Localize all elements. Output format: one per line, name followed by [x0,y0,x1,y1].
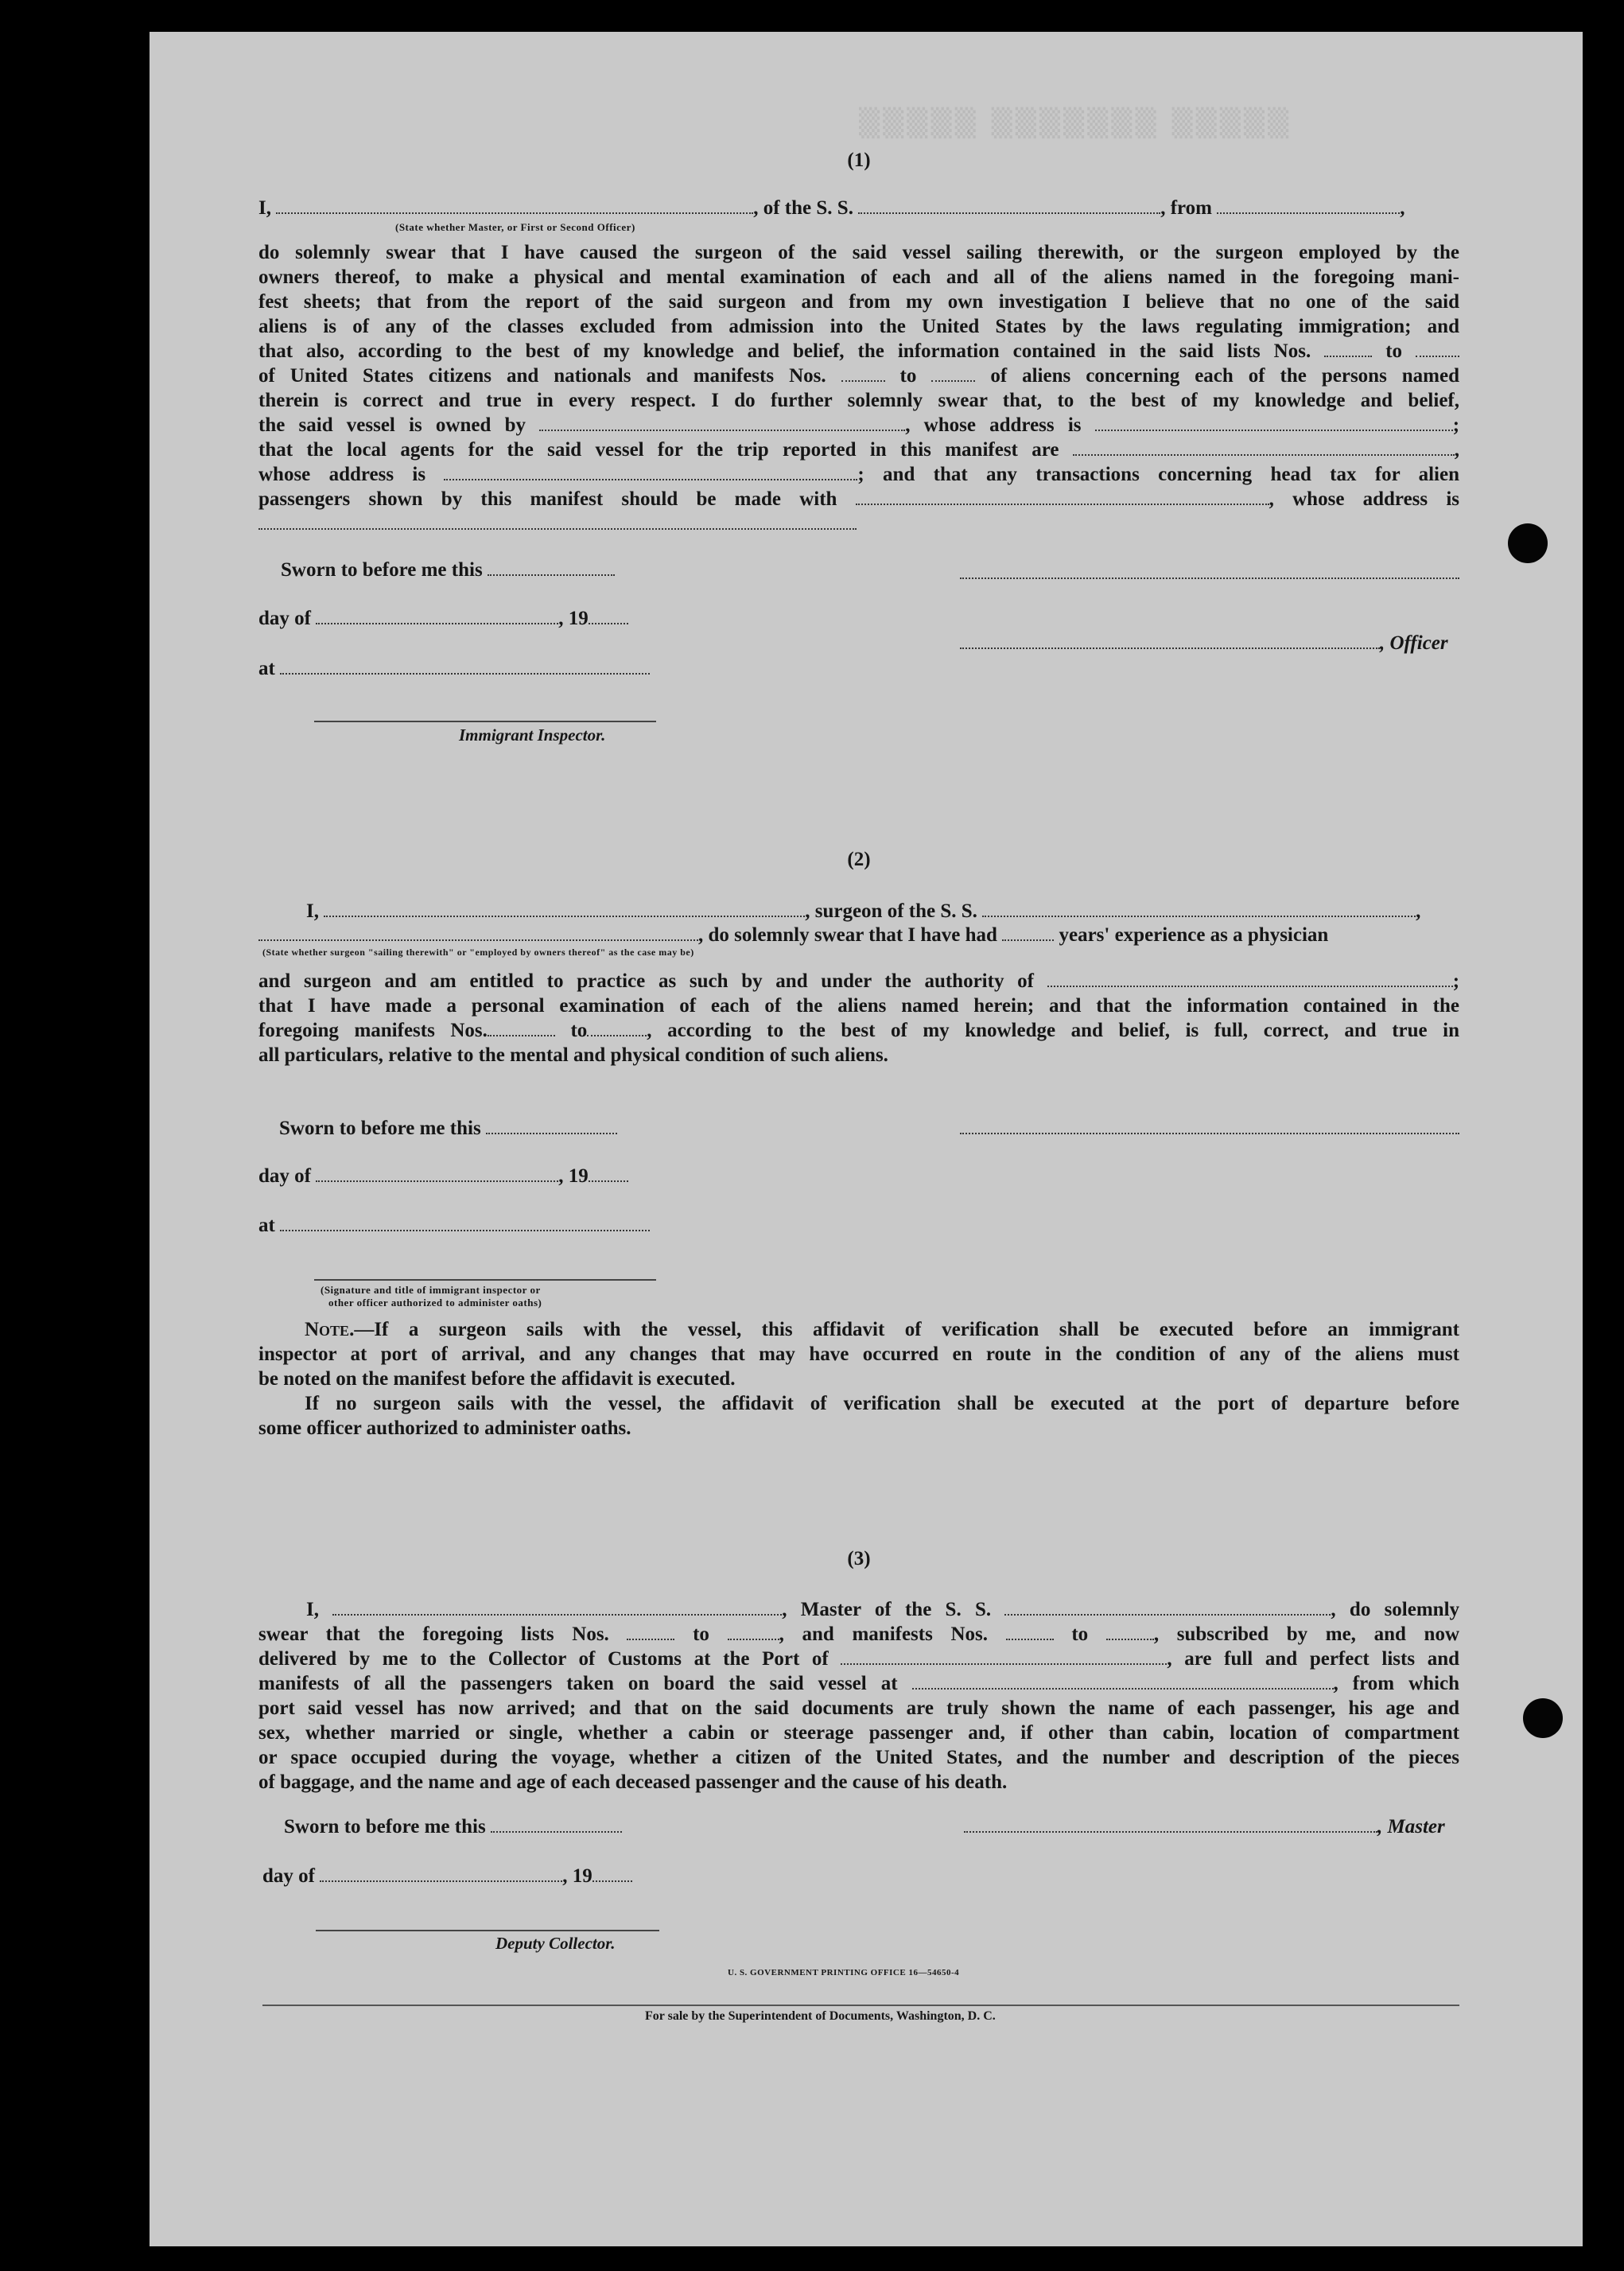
s2-year-blank[interactable] [589,1165,628,1182]
s1-line-9: the said vessel is owned by , whose address is ; [258,414,1459,436]
manifests-to-blank[interactable] [931,364,975,382]
s3-line-1: I, , Master of the S. S. , do solemnly [306,1599,1459,1620]
s1-line-3: owners thereof, to make a physical and mental examination of each and all of the aliens named in the foregoing mani- [258,266,1459,288]
s2-signature-line[interactable] [314,1279,656,1281]
s3-collector-signature-line[interactable] [316,1930,659,1931]
surgeon-name-blank[interactable] [324,900,805,917]
s1-line-7: of United States citizens and nationals and manifests Nos. to of aliens concerning each of the persons named [258,365,1459,387]
s2-note-5: some officer authorized to administer oaths. [258,1417,631,1439]
printing-office-imprint: U. S. GOVERNMENT PRINTING OFFICE 16—54650-4 [728,1968,960,1977]
s1-officer-signature-line[interactable] [960,577,1459,579]
s2-note-1: Note.—If a surgeon sails with the vessel, this affidavit of verification shall be executed before an immigrant [305,1319,1459,1340]
s1-inspector-signature-line[interactable] [314,721,656,722]
s1-inspector-caption: Immigrant Inspector. [459,725,606,745]
s2-line-4: that I have made a personal examination of each of the aliens named herein; and that the information contained in the [258,995,1459,1017]
surgeon-status-blank[interactable] [258,924,698,941]
s3-sworn-date-blank[interactable] [491,1815,622,1833]
customs-port-blank[interactable] [841,1647,1167,1665]
section-1-number: (1) [847,150,871,171]
s3-month-blank[interactable] [320,1865,562,1882]
s2-signature-caption-1: (Signature and title of immigrant inspector or [321,1284,541,1296]
s3-manifests-from-blank[interactable] [1006,1623,1054,1640]
s3-master: , Master [964,1815,1445,1838]
s2-at: at [258,1214,650,1237]
surgeon-hint: (State whether surgeon "sailing therewith" or "employed by owners thereof" as the case may be) [262,947,694,958]
years-experience-blank[interactable] [1002,924,1054,941]
owner-blank[interactable] [539,414,905,431]
s3-line-4: manifests of all the passengers taken on board the said vessel at , from which [258,1673,1459,1694]
s3-lists-to-blank[interactable] [728,1623,779,1640]
s2-sworn-date-blank[interactable] [486,1117,617,1134]
s3-line-8: of baggage, and the name and age of each deceased passenger and the cause of his death. [258,1771,1008,1793]
authority-blank[interactable] [1047,970,1453,987]
s1-day-of: day of , 19 [258,607,628,630]
manifests-from-blank[interactable] [841,364,885,382]
officer-name-blank[interactable] [276,196,753,214]
boarding-port-blank[interactable] [912,1672,1334,1690]
s3-line-2: swear that the foregoing lists Nos. to , and manifests Nos. to , subscribed by me, and now [258,1624,1459,1645]
s1-line-11: whose address is ; and that any transactions concerning head tax for alien [258,464,1459,485]
s2-line-3: and surgeon and am entitled to practice as such by and under the authority of ; [258,970,1459,992]
vessel-name-blank[interactable] [858,196,1160,214]
for-sale-notice: For sale by the Superintendent of Documents, Washington, D. C. [645,2009,996,2023]
local-agents-blank[interactable] [1073,438,1455,456]
s2-line-2: , do solemnly swear that I have had years' experience as a physician [258,923,1459,947]
s3-day-of: day of , 19 [262,1865,632,1888]
punch-hole-bottom [1523,1698,1563,1738]
s2-sworn: Sworn to before me this [279,1117,617,1140]
s2-signature-caption-2: other officer authorized to administer oaths) [328,1297,542,1309]
s3-year-blank[interactable] [592,1865,632,1882]
section-2-number: (2) [847,849,871,870]
s1-line-4: fest sheets; that from the report of the said surgeon and from my own investigation I believe that no one of the said [258,291,1459,313]
s1-line-6: that also, according to the best of my knowledge and belief, the information contained in the said lists Nos. to [258,339,1459,364]
s3-lists-from-blank[interactable] [627,1623,674,1640]
s2-line-6: all particulars, relative to the mental and physical condition of such aliens. [258,1044,888,1066]
footer-rule [262,2005,1459,2006]
s1-month-blank[interactable] [316,607,558,624]
s1-line-8: therein is correct and true in every respect. I do further solemnly swear that, to the best of my knowledge and belief, [258,390,1459,411]
officer-hint: (State whether Master, or First or Second Officer) [395,221,635,233]
s1-officer: , Officer [960,632,1448,655]
s1-sworn-date-blank[interactable] [488,558,615,576]
s1-at: at [258,657,650,680]
head-tax-address-blank[interactable] [258,528,857,530]
s2-note-2: inspector at port of arrival, and any changes that may have occurred en route in the condition of any of the aliens must [258,1344,1459,1365]
faded-bleedthrough: ▒▒▒▒▒ ▒▒▒▒▒▒▒ ▒▒▒▒▒ [859,107,1292,139]
s2-place-blank[interactable] [280,1214,650,1231]
s2-month-blank[interactable] [316,1165,558,1182]
s1-line-10: that the local agents for the said vessel for the trip reported in this manifest are , [258,439,1459,461]
s3-collector-caption: Deputy Collector. [495,1934,616,1953]
s3-sworn: Sworn to before me this [284,1815,622,1838]
s2-vessel-blank[interactable] [982,900,1416,917]
s1-sworn: Sworn to before me this [281,558,615,581]
master-name-blank[interactable] [332,1598,782,1616]
s2-line-1: I, , surgeon of the S. S. , [306,900,1421,922]
s2-surgeon-signature-line[interactable] [960,1133,1459,1134]
section-3-number: (3) [847,1548,871,1569]
s1-line-12: passengers shown by this manifest should be made with , whose address is [258,488,1459,510]
lists-from-blank[interactable] [1324,340,1372,357]
from-port-blank[interactable] [1217,196,1400,214]
punch-hole-top [1508,523,1548,563]
s1-line-1: I, , of the S. S. , from , [258,197,1405,219]
s3-vessel-blank[interactable] [1004,1598,1331,1616]
owner-address-blank[interactable] [1095,414,1453,431]
s3-manifests-to-blank[interactable] [1106,1623,1154,1640]
s1-line-5: aliens is of any of the classes excluded from admission into the United States by the laws regulating immigration; and [258,316,1459,337]
s3-master-signature-blank[interactable] [964,1815,1377,1833]
s2-note-4: If no surgeon sails with the vessel, the affidavit of verification shall be executed at the port of departure before [305,1393,1459,1414]
s2-note-3: be noted on the manifest before the affidavit is executed. [258,1368,736,1390]
head-tax-contact-blank[interactable] [856,488,1269,505]
s2-day-of: day of , 19 [258,1165,628,1188]
s1-year-blank[interactable] [589,607,628,624]
agents-address-blank[interactable] [444,463,857,480]
s3-line-6: sex, whether married or single, whether a cabin or steerage passenger and, if other than cabin, location of compartment [258,1722,1459,1744]
s3-line-7: or space occupied during the voyage, whether a citizen of the United States, and the number and description of the pieces [258,1747,1459,1768]
s2-manifests-from-blank[interactable] [488,1019,555,1036]
s3-line-3: delivered by me to the Collector of Customs at the Port of , are full and perfect lists and [258,1648,1459,1670]
lists-to-blank[interactable] [1416,340,1459,357]
s1-officer-blank[interactable] [960,632,1380,649]
s3-line-5: port said vessel has now arrived; and that on the said documents are truly shown the name of each passenger, his age and [258,1697,1459,1719]
s2-manifests-to-blank[interactable] [587,1019,647,1036]
s1-line-2: do solemnly swear that I have caused the surgeon of the said vessel sailing therewith, or the surgeon employed by the [258,242,1459,263]
s2-line-5: foregoing manifests Nos. to , according to the best of my knowledge and belief, is full, correct, and true in [258,1020,1459,1041]
s1-place-blank[interactable] [280,657,650,675]
